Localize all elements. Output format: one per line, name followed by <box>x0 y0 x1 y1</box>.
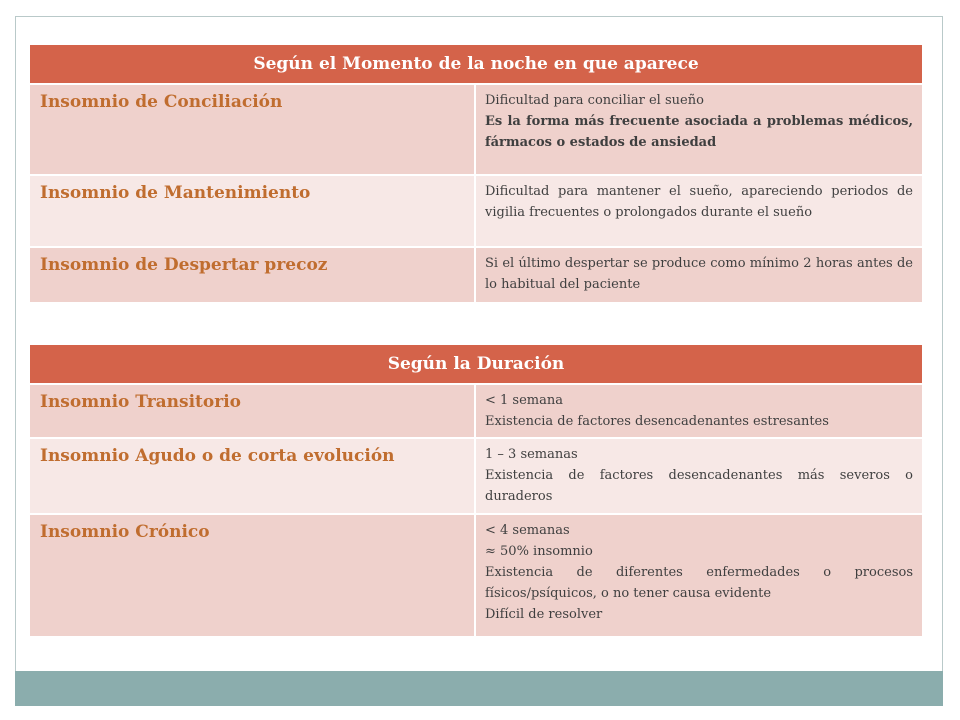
table-row <box>30 438 922 514</box>
desc-line: Existencia de diferentes enfermedades o procesos físicos/psíquicos, o no tener causa evidente <box>485 565 913 601</box>
row-description <box>475 438 922 514</box>
desc-line: Dificultad para mantener el sueño, apareciendo periodos de vigilia frecuentes o prolongados durante el sueño <box>485 184 913 220</box>
desc-line: 1 – 3 semanas <box>485 447 578 462</box>
table-row <box>30 247 922 302</box>
desc-line: Si el último despertar se produce como mínimo 2 horas antes de lo habitual del paciente <box>485 256 913 292</box>
footer-band <box>15 671 943 706</box>
row-label: Insomnio de Conciliación <box>30 84 475 175</box>
row-label: Insomnio Transitorio <box>30 384 475 438</box>
desc-line: Existencia de factores desencadenantes más severos o duraderos <box>485 468 913 504</box>
table-row <box>30 384 922 438</box>
table-row <box>30 84 922 175</box>
table-momento-title: Según el Momento de la noche en que aparece <box>30 45 922 84</box>
row-label: Insomnio Crónico <box>30 514 475 636</box>
desc-line: ≈ 50% insomnio <box>485 544 593 559</box>
row-label: Insomnio de Despertar precoz <box>30 247 475 302</box>
desc-line: < 1 semana <box>485 393 563 408</box>
desc-line: Difícil de resolver <box>485 607 603 622</box>
row-description <box>475 514 922 636</box>
table-momento <box>30 45 922 302</box>
row-description <box>475 175 922 247</box>
table-row <box>30 514 922 636</box>
row-description <box>475 384 922 438</box>
table-row <box>30 175 922 247</box>
desc-line: Existencia de factores desencadenantes estresantes <box>485 414 829 429</box>
row-label: Insomnio Agudo o de corta evolución <box>30 438 475 514</box>
row-description <box>475 84 922 175</box>
row-label: Insomnio de Mantenimiento <box>30 175 475 247</box>
table-duracion-title: Según la Duración <box>30 345 922 384</box>
desc-line: < 4 semanas <box>485 523 570 538</box>
row-description <box>475 247 922 302</box>
table-duracion <box>30 345 922 636</box>
desc-line: Es la forma más frecuente asociada a problemas médicos, fármacos o estados de ansiedad <box>485 114 913 150</box>
desc-line: Dificultad para conciliar el sueño <box>485 93 704 108</box>
